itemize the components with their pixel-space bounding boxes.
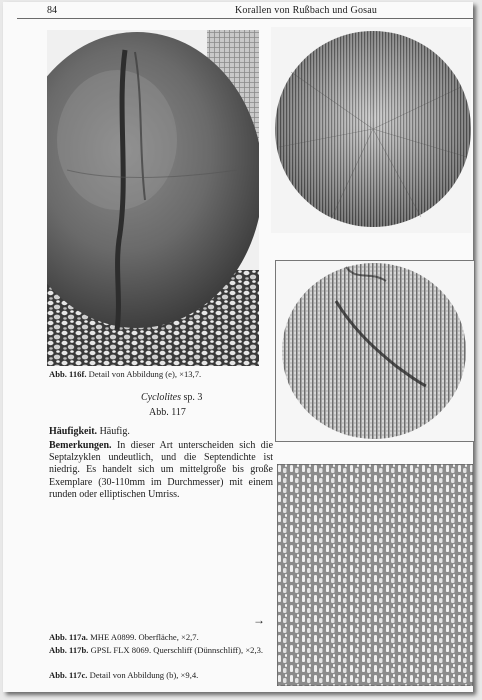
species-suffix: sp. 3 xyxy=(183,392,203,403)
header-rule xyxy=(17,18,473,19)
caption-117b-label: Abb. 117b. xyxy=(49,645,89,655)
remarks-label: Bemerkungen. xyxy=(49,440,112,451)
caption-116f-text: Detail von Abbildung (e), ×13,7. xyxy=(88,369,202,379)
figure-117b-photo xyxy=(275,260,475,442)
caption-116f xyxy=(49,369,269,380)
caption-117b-text: GPSL FLX 8069. Querschliff (Dünnschliff), ×2,3. xyxy=(90,645,264,655)
caption-117a-label: Abb. 117a. xyxy=(49,632,88,642)
figure-117c-photo xyxy=(277,464,473,686)
frequency-text: Häufig. xyxy=(99,426,130,437)
book-page xyxy=(3,2,473,692)
page-number: 84 xyxy=(47,5,57,16)
caption-117a xyxy=(49,632,271,643)
species-title xyxy=(141,392,202,403)
caption-117c-text: Detail von Abbildung (b), ×9,4. xyxy=(89,670,199,680)
caption-117c-label: Abb. 117c. xyxy=(49,670,88,680)
arrow-icon: → xyxy=(253,613,265,627)
figure-116f-photo xyxy=(47,30,259,366)
remarks-paragraph xyxy=(49,440,273,501)
caption-117a-text: MHE A0899. Oberfläche, ×2,7. xyxy=(90,632,199,642)
frequency-label: Häufigkeit. xyxy=(49,426,98,437)
species-genus: Cyclolites xyxy=(141,392,181,403)
frequency-paragraph xyxy=(49,426,273,438)
figure-117a-photo xyxy=(271,27,471,233)
caption-117c xyxy=(49,670,271,681)
figure-reference: Abb. 117 xyxy=(149,407,186,418)
caption-116f-label: Abb. 116f. xyxy=(49,369,87,379)
caption-117b xyxy=(49,645,271,656)
remarks-text: In dieser Art unterscheiden sich die Septalzyklen undeutlich, und die Septendichte ist niedrig. Es handelt sich um mittelgroße bis große Exemplare (30-110mm im Durchmesser) mit einem runden oder elliptischen Umriss. xyxy=(49,440,274,500)
page-header xyxy=(3,2,473,20)
running-title: Korallen von Rußbach und Gosau xyxy=(235,5,378,16)
